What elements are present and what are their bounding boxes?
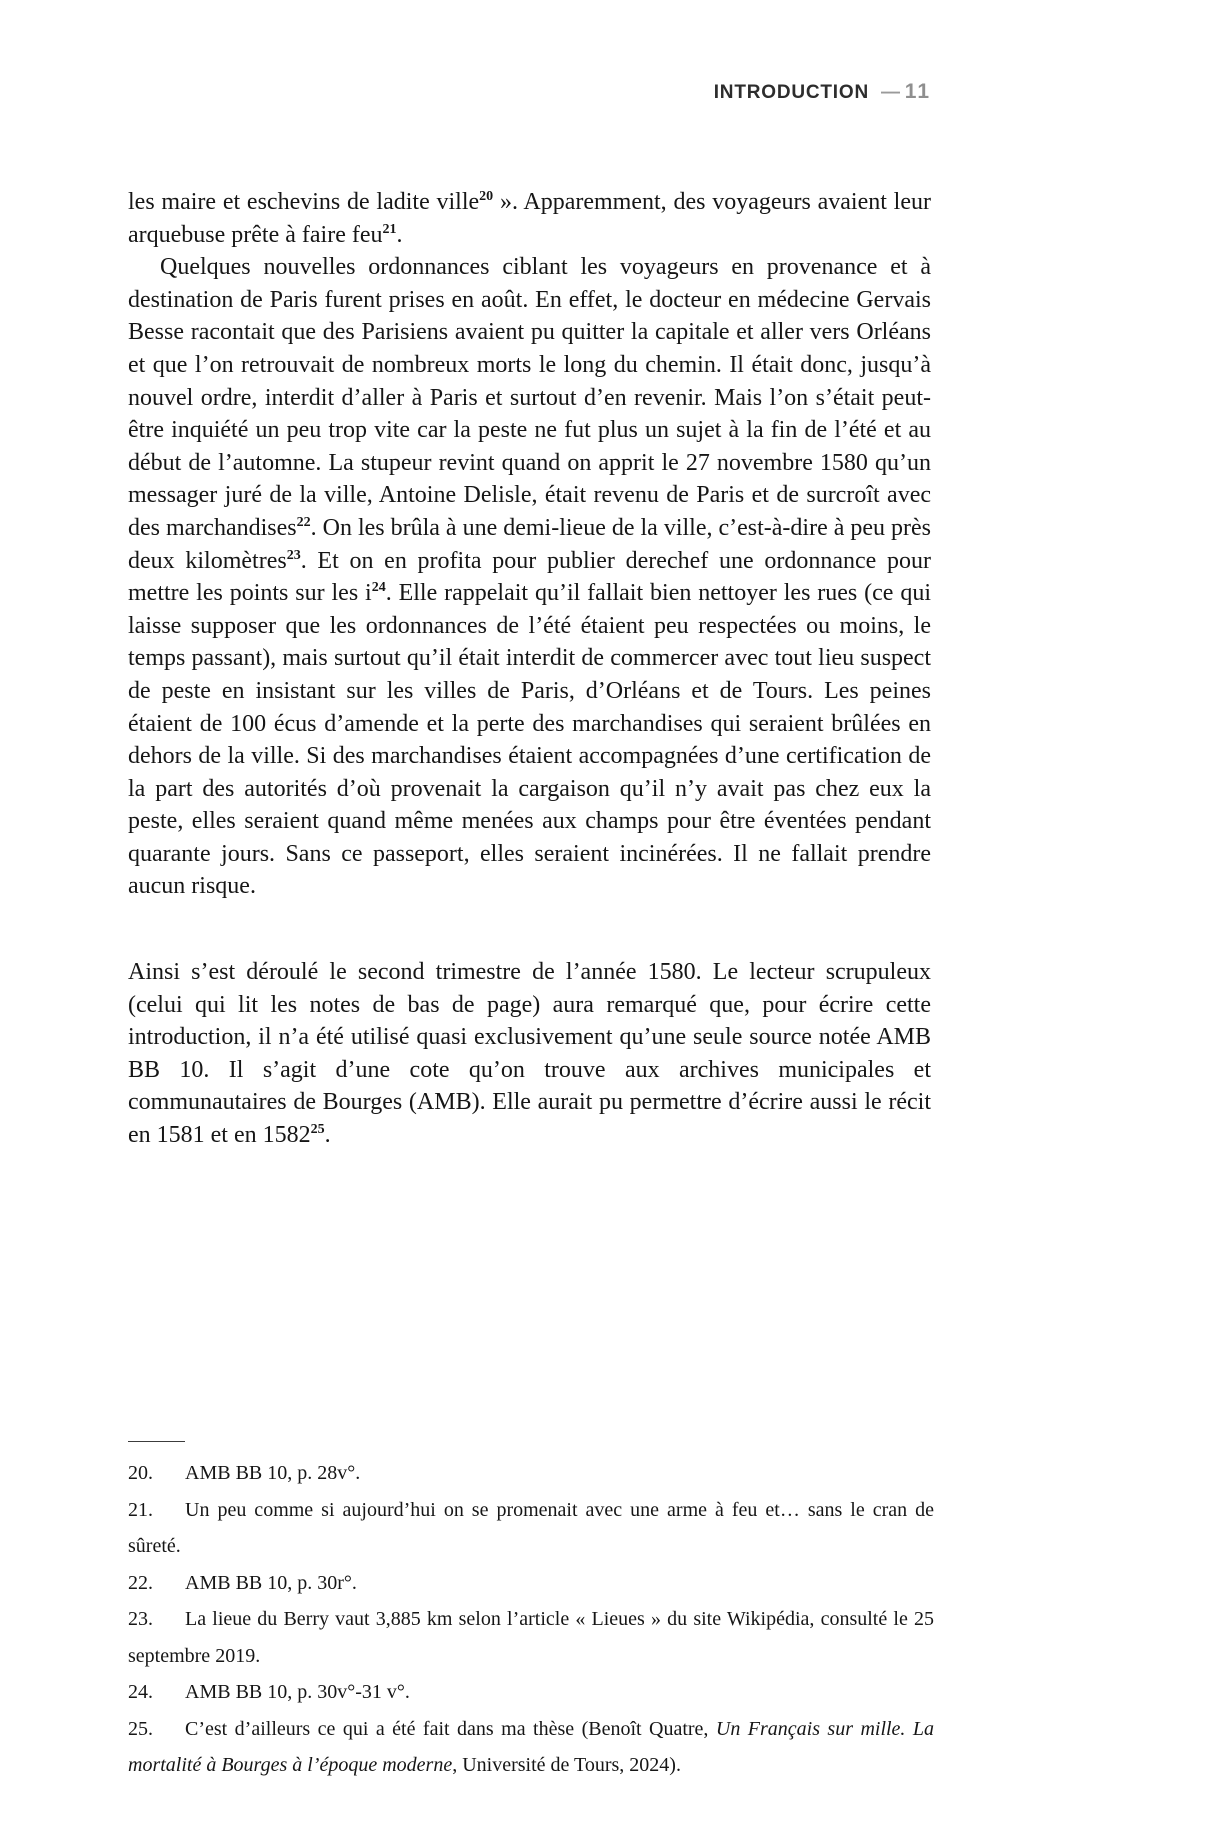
footnote-item: [128, 1601, 934, 1674]
footnote-reference: 21: [382, 221, 397, 237]
text-run: AMB BB 10, p. 30v°-31 v°.: [185, 1681, 410, 1703]
text-run: AMB BB 10, p. 28v°.: [185, 1462, 361, 1484]
text-run: . On les brûla à une demi-lieue de la ville, c’est-à-dire à peu près deux kilomètres: [128, 514, 932, 574]
running-header: [128, 80, 931, 104]
footnotes-section: [128, 1441, 934, 1784]
footnote-reference: 20: [479, 189, 494, 204]
italic-text: Un Français sur mille. La mortalité à Bourges à l’époque moderne: [128, 1717, 935, 1776]
text-run: La lieue du Berry vaut 3,885 km selon l’article « Lieues » du site Wikipédia, consulté le 25 septembre 2019.: [128, 1608, 934, 1667]
text-run: .: [396, 221, 403, 248]
footnote-item: [128, 1455, 934, 1492]
text-run: Ainsi s’est déroulé le second trimestre de l’année 1580. Le lecteur scrupuleux (celui qui lit les notes de bas de page) aura remarqué que, pour écrire cette introduction, il n’a été utilisé quasi exclusivement qu’une seule source notée AMB BB 10. Il s’agit d’une cote qu’on trouve aux archives municipales et communautaires de Bourges (AMB). Elle aurait pu permettre d’écrire aussi le récit en 1581 et en 1582: [128, 959, 931, 1149]
footnote-separator-rule: [128, 1441, 185, 1442]
text-run: .: [324, 1122, 331, 1149]
text-run: Quelques nouvelles ordonnances ciblant les voyageurs en provenance et à destination de Paris furent prises en août. En effet, le docteur en médecine Gervais Besse racontait que des Parisiens avaient pu quitter la capitale et aller vers Orléans et que l’on retrouvait de nombreux morts le long du chemin. Il était donc, jusqu’à nouvel ordre, interdit d’aller à Paris et surtout d’en revenir. Mais l’on s’était peut-être inquiété un peu trop vite car la peste ne fut plus un sujet à la fin de l’été et au début de l’automne. La stupeur revint quand on apprit le 27 novembre 1580 qu’un messager juré de la ville, Antoine Delisle, était revenu de Paris et de surcroît avec des marchandises: [128, 254, 931, 541]
paragraph: [128, 251, 931, 903]
footnote-number: 24.: [128, 1681, 153, 1703]
footnote-item: [128, 1492, 934, 1565]
text-run: . Et on en profita pour publier derechef une ordonnance pour mettre les points sur les i: [128, 547, 931, 607]
text-run: les maire et eschevins de ladite ville: [128, 189, 480, 215]
footnote-number: 20.: [128, 1462, 153, 1484]
text-run: Un peu comme si aujourd’hui on se promenait avec une arme à feu et… sans le cran de sûreté.: [128, 1498, 934, 1557]
footnote-list: [128, 1455, 934, 1784]
text-run: , Université de Tours, 2024).: [452, 1754, 681, 1776]
header-dash-ornament: —: [880, 82, 901, 103]
body-text-block: [128, 186, 931, 1152]
footnote-reference: 25: [310, 1122, 325, 1138]
footnote-item: [128, 1565, 934, 1602]
paragraph: [128, 956, 931, 1152]
footnote-reference: 23: [286, 547, 301, 563]
footnote-reference: 24: [371, 580, 386, 596]
section-title: INTRODUCTION: [713, 82, 869, 103]
text-run: . Elle rappelait qu’il fallait bien nettoyer les rues (ce qui laisse supposer que les ordonnances de l’été étaient peu respectées ou moins, le temps passant), mais surtout qu’il était interdit de commercer avec tout lieu suspect de peste en insistant sur les villes de Paris, d’Orléans et de Tours. Les peines étaient de 100 écus d’amende et la perte des marchandises qui seraient brûlées en dehors de la ville. Si des marchandises étaient accompagnées d’une certification de la part des autorités d’où provenait la cargaison qu’il n’y avait pas chez eux la peste, elles seraient quand même menées aux champs pour être éventées pendant quarante jours. Sans ce passeport, elles seraient incinérées. Il ne fallait prendre aucun risque.: [128, 580, 932, 900]
paragraph: [128, 186, 931, 251]
footnote-item: [128, 1674, 934, 1711]
text-run: ». Apparemment, des voyageurs avaient leur arquebuse prête à faire feu: [128, 189, 931, 248]
footnote-reference: 22: [296, 514, 311, 530]
footnote-number: 21.: [128, 1498, 153, 1521]
text-run: AMB BB 10, p. 30r°.: [185, 1571, 357, 1594]
footnote-number: 25.: [128, 1717, 153, 1740]
footnote-number: 22.: [128, 1571, 153, 1594]
footnote-item: [128, 1711, 934, 1784]
footnote-number: 23.: [128, 1608, 153, 1630]
page-number: 11: [904, 80, 931, 103]
text-run: C’est d’ailleurs ce qui a été fait dans ma thèse (Benoît Quatre,: [185, 1717, 716, 1740]
